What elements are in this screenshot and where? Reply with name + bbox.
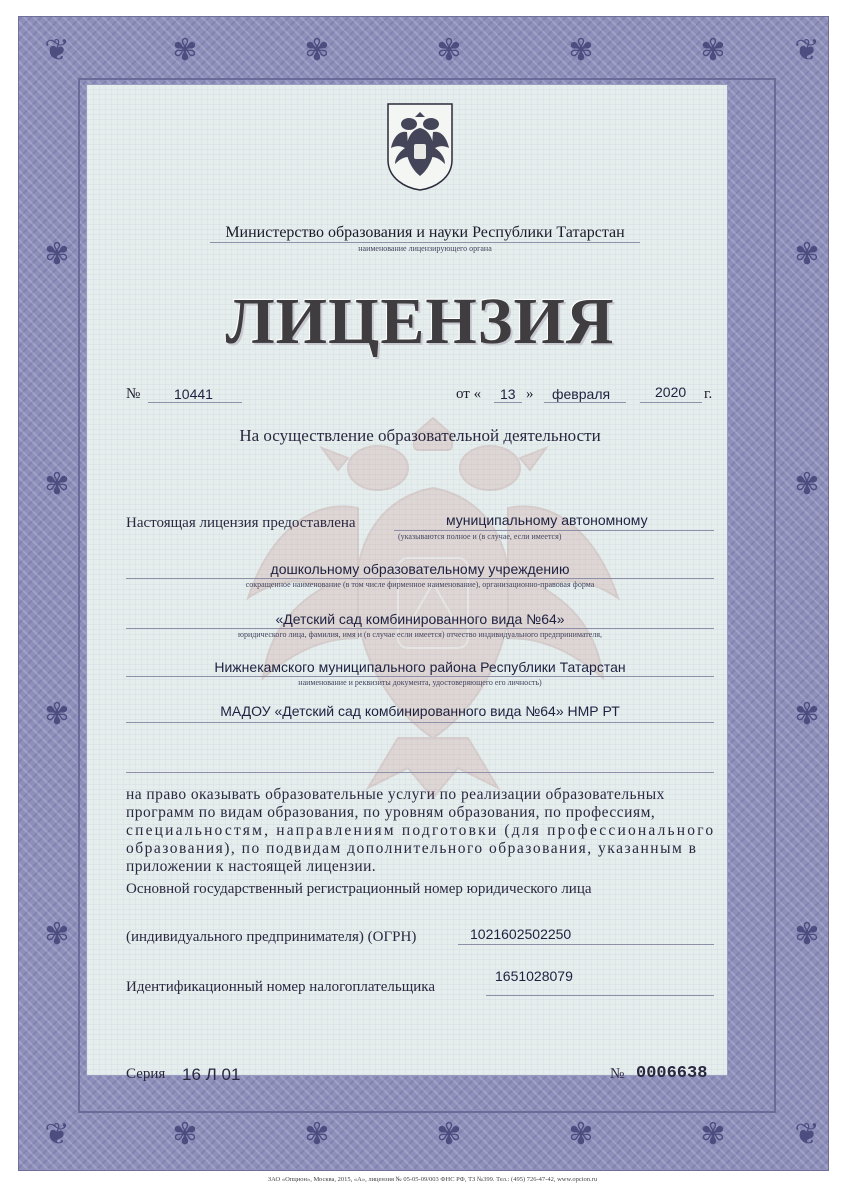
form-number: 0006638 [636, 1064, 708, 1083]
floral-ornament-icon: ✾ [568, 1118, 594, 1151]
floral-ornament-icon: ✾ [436, 34, 462, 67]
date-year: 2020 [655, 384, 687, 400]
floral-ornament-icon: ✾ [700, 1118, 726, 1151]
floral-ornament-icon: ❦ [44, 1118, 70, 1151]
floral-ornament-icon: ✾ [172, 1118, 198, 1151]
authority-underline [210, 242, 640, 243]
grantee-caption-2: сокращенное наименование (в том числе фирменное наименование), организационно-правовая форма [245, 580, 595, 589]
floral-ornament-icon: ❦ [794, 34, 820, 67]
series-label: Серия [126, 1066, 166, 1082]
year-underline [640, 402, 702, 403]
floral-ornament-icon: ✾ [44, 238, 70, 271]
grantee-line-4: Нижнекамского муниципального района Республики Татарстан [214, 659, 626, 675]
floral-ornament-icon: ✾ [568, 34, 594, 67]
rights-line-4: образования), по подвидам дополнительного образования, указанным в [126, 840, 698, 857]
grantee-line-1: муниципальному автономному [446, 512, 648, 528]
date-month: февраля [552, 386, 611, 402]
ogrn-value: 1021602502250 [470, 926, 572, 942]
grantee-underline-6 [126, 772, 714, 773]
ogrn-label-1: Основной государственный регистрационный номер юридического лица [126, 881, 592, 897]
floral-ornament-icon: ✾ [304, 34, 330, 67]
month-underline [544, 402, 626, 403]
floral-ornament-icon: ✾ [794, 698, 820, 731]
rights-line-5: приложении к настоящей лицензии. [126, 858, 377, 875]
inn-label: Идентификационный номер налогоплательщика [126, 979, 436, 995]
grantee-underline-1 [394, 530, 714, 531]
number-sign: № [126, 386, 141, 402]
series-value: 16 Л 01 [182, 1065, 241, 1084]
double-headed-eagle-watermark-icon [228, 388, 638, 808]
coat-of-arms-icon [385, 100, 455, 192]
grantee-intro: Настоящая лицензия предоставлена [126, 515, 356, 531]
printer-imprint: ЗАО «Опцион», Москва, 2015, «А», лицензия № 05-05-09/003 ФНС РФ, ТЗ №399. Тел.: (495) 726-47-42, www.opcion.ru [267, 1176, 598, 1183]
document-title: ЛИЦЕНЗИЯ [225, 285, 615, 358]
inn-value: 1651028079 [495, 968, 573, 984]
grantee-underline-3 [126, 628, 714, 629]
grantee-caption-3: юридического лица, фамилия, имя и (в случае если имеется) отчество индивидуального предпринимателя, [237, 630, 603, 639]
rights-line-3: специальностям, направлениям подготовки (для профессионального [126, 822, 716, 839]
grantee-underline-4 [126, 676, 714, 677]
floral-ornament-icon: ❦ [44, 34, 70, 67]
floral-ornament-icon: ✾ [700, 34, 726, 67]
licensing-authority: Министерство образования и науки Республики Татарстан [225, 224, 625, 241]
floral-ornament-icon: ❦ [794, 1118, 820, 1151]
floral-ornament-icon: ✾ [304, 1118, 330, 1151]
ogrn-label-2: (индивидуального предпринимателя) (ОГРН) [126, 929, 417, 945]
floral-ornament-icon: ✾ [436, 1118, 462, 1151]
activity-line: На осуществление образовательной деятельности [239, 426, 601, 445]
floral-ornament-icon: ✾ [794, 468, 820, 501]
floral-ornament-icon: ✾ [794, 238, 820, 271]
grantee-line-5: МАДОУ «Детский сад комбинированного вида №64» НМР РТ [220, 703, 620, 719]
ogrn-underline [458, 944, 714, 945]
floral-ornament-icon: ✾ [44, 468, 70, 501]
authority-caption: наименование лицензирующего органа [358, 244, 492, 253]
rights-line-2: программ по видам образования, по уровням образования, по профессиям, [126, 804, 656, 821]
date-suffix: г. [704, 386, 713, 402]
floral-ornament-icon: ✾ [44, 918, 70, 951]
grantee-underline-5 [126, 722, 714, 723]
grantee-caption-4: наименование и реквизиты документа, удостоверяющего его личность) [298, 678, 542, 687]
date-day: 13 [500, 386, 516, 402]
floral-ornament-icon: ✾ [794, 918, 820, 951]
grantee-line-3: «Детский сад комбинированного вида №64» [275, 611, 565, 627]
license-number: 10441 [174, 386, 213, 402]
inn-underline [486, 995, 714, 996]
day-underline [494, 402, 522, 403]
grantee-caption-1: (указываются полное и (в случае, если имеется) [398, 532, 562, 541]
date-quote-close: » [526, 386, 534, 402]
grantee-underline-2 [126, 578, 714, 579]
floral-ornament-icon: ✾ [172, 34, 198, 67]
number-underline [148, 402, 242, 403]
grantee-line-2: дошкольному образовательному учреждению [270, 561, 570, 577]
date-prefix: от « [456, 386, 482, 402]
floral-ornament-icon: ✾ [44, 698, 70, 731]
rights-line-1: на право оказывать образовательные услуги по реализации образовательных [126, 786, 665, 803]
form-number-sign: № [610, 1066, 625, 1082]
